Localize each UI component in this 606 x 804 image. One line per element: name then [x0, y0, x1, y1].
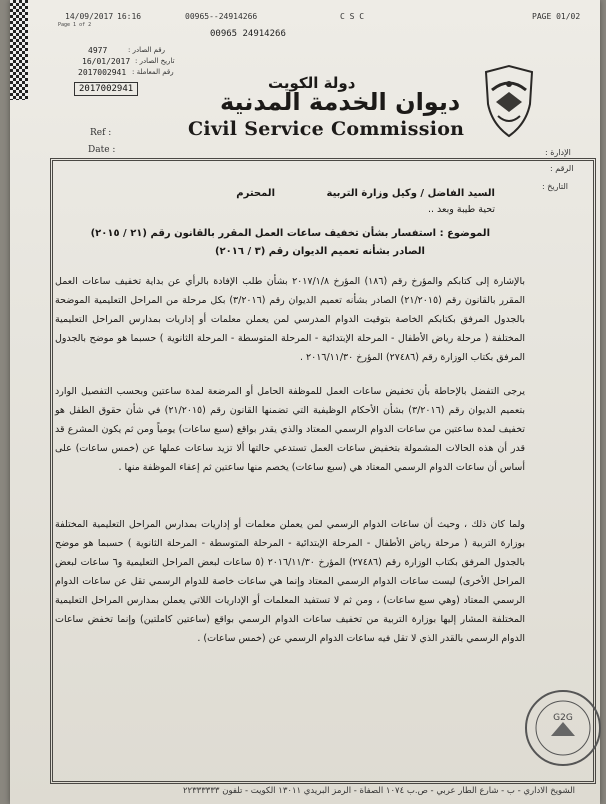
- admin-label: الإدارة :: [545, 148, 571, 157]
- fax-time: 16:16: [117, 12, 142, 21]
- paragraph-3: ولما كان ذلك ، وحيث أن ساعات الدوام الرسمي لمن يعملن معلمات أو إداريات بمدارس المراحل التعليمية المختلفة بوزارة التربية ( مرحلة رياض الأطفال - المرحلة الإبتدائية - المرحلة المتوسطة - المرحلة الثانوية ) حسبما هو موضح بالجدول المرفق بكتاب الوزارة رقم (٢٧٤٨٦) المؤرخ ٢٠١٦/١١/٣٠ (٥ ساعات لبعض المراحل التعليمية و٦ ساعات لبعض المراحل الأخرى) ليست ساعات الدوام الرسمي المعتاد وإنما هي ساعات خاصة للدوام الرسمي تقل عن ساعات الدوام الرسمي المعتاد (وهي سبع ساعات) ، ومن ثم لا تستفيد المعلمات أو الإداريات اللاتي يعملن بمدارس المراحل التعليمية المختلفة المشار إليها بوزارة التربية من تخفيف ساعات الدوام الرسمي بواقع (ساعتين كاملتين) وإنما تخفض ساعات الدوام الرسمي بالقدر الذي لا تقل فيه ساعات الدوام الرسمي عن (خمس ساعات) .: [55, 519, 525, 644]
- commission-name-ar: ديوان الخدمة المدنية: [220, 88, 461, 116]
- reference-label: الرقم :: [550, 164, 574, 173]
- subject-line-1: الموضوع : استفسار بشأن تخفيف ساعات العمل المقرر بالقانون رقم (٢١ / ٢٠١٥): [90, 228, 490, 239]
- stamp-date: 16/01/2017: [82, 57, 131, 66]
- fax-number-line: 00965 24914266: [210, 29, 286, 39]
- history-label: التاريخ :: [542, 182, 569, 191]
- country-name-ar: دولة الكويت: [268, 74, 356, 92]
- fax-number: 00965--24914266: [185, 12, 258, 21]
- subject-line-2: الصادر بشأنه تعميم الديوان رقم (٣ / ٢٠١٦): [214, 246, 425, 257]
- stamp-file-label: رقم المعاملة :: [132, 68, 174, 76]
- commission-name-en: Civil Service Commission: [188, 118, 465, 140]
- date-label: Date :: [88, 145, 116, 155]
- stamp-date-label: تاريخ الصادر :: [135, 57, 175, 65]
- stamp-file: 2017002941: [78, 68, 127, 77]
- fax-checker-margin: [10, 0, 28, 100]
- greeting: تحية طيبة وبعد ..: [427, 204, 495, 215]
- addressee: السيد الفاضل / وكيل وزارة التربية: [326, 188, 495, 199]
- paragraph-2: يرجى التفضل بالإحاطة بأن تخفيض ساعات العمل للموظفة الحامل أو المرضعة لمدة ساعتين وبحسب التفصيل الوارد بتعميم الديوان رقم (٣/٢٠١٦) بشأن الأحكام الوظيفية التي تضمنها القانون رقم (٢١/٢٠١٥) في شأن حقوق الطفل هو تخفيف لمدة ساعتين من ساعات الدوام الرسمي المعتاد والذي يقدر بواقع (سبع ساعات) يومياً ومن ثم يكون المشرع قد قدر أن هذه الحالات المشمولة بتخفيض ساعات العمل تستدعي حالتها ألا تزيد ساعات عملها عن (خمس ساعات) على أساس أن ساعات الدوام الرسمي المعتاد هي (سبع ساعات) يخصم منها ساعتين ثم إعفاء الموظفة منها .: [55, 386, 525, 473]
- honorific: المحترم: [236, 188, 275, 199]
- document-page: [10, 0, 600, 804]
- paragraph-1: بالإشارة إلى كتابكم والمؤرخ رقم (١٨٦) المؤرخ ٢٠١٧/١/٨ بشأن طلب الإفادة بالرأي عن بداية تخفيف ساعات العمل المقرر بالقانون رقم (٢١/٢٠١٥) الصادر بشأنه تعميم الديوان رقم (٣/٢٠١٦) بكل مرحلة من المراحل التعليمية الموضحة بالجدول المرفق بكتابكم الخاصة بتوقيت الدوام المدرسي لمن يعملن معلمات أو إداريات بمدارس المراحل التعليمية المختلفة ( مرحلة رياض الأطفال - المرحلة الإبتدائية - المرحلة المتوسطة - المرحلة الثانوية ) حسبما هو موضح بالجدول المرفق بكتاب الوزارة رقم (٢٧٤٨٦) المؤرخ ٢٠١٦/١١/٣٠ .: [55, 276, 525, 363]
- kuwait-emblem-icon: [478, 62, 540, 142]
- seal-text: G2G: [553, 713, 573, 723]
- fax-sender-id: C S C: [340, 12, 365, 21]
- stamp-number: 4977: [88, 46, 108, 55]
- fax-page-label: Page 1 of 2: [58, 22, 92, 28]
- stamp-barcode: 2017002941: [74, 82, 138, 96]
- stamp-number-label: رقم الصادر :: [128, 46, 165, 54]
- official-seal: [525, 690, 601, 766]
- ref-label: Ref :: [90, 128, 112, 138]
- fax-page: PAGE 01/02: [532, 12, 581, 21]
- seal-icon: [527, 692, 599, 764]
- fax-date: 14/09/2017: [65, 12, 114, 21]
- footer-address: الشويخ الاداري - ب - شارع الطار عربي - ص.ب ١٠٧٤ الصفاة - الرمز البريدي ١٣٠١١ الكويت - تلفون ٢٢٣٣٣٣٣٣: [182, 786, 575, 796]
